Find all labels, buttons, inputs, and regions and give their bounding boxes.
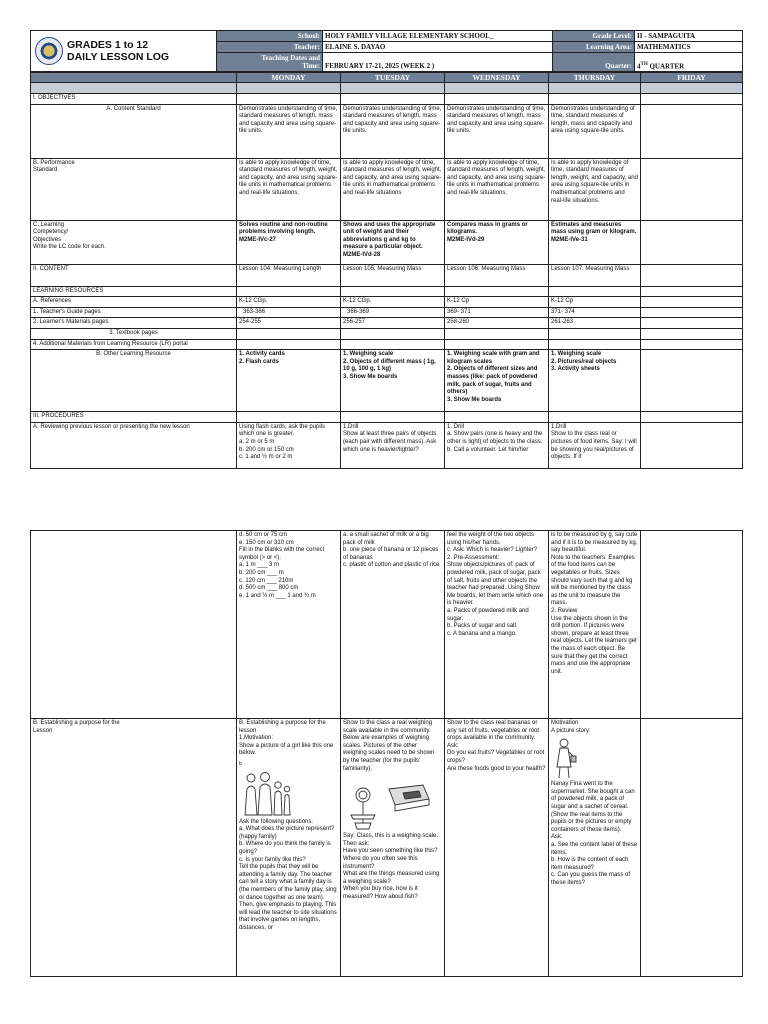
- reviewing-continued-mon: d. 50 cm or 75 cm e. 150 cm or 310 cm Fill in the blanks with the correct symbol (> or <). a. 1 m ___ 3 m b. 200 cm ___ m c. 120 cm ___ 210m d. 500 cm ___ 800 cm e. 1 and ½ m ___ 1 and ¾ m: [237, 531, 341, 719]
- purpose-tue: [341, 719, 445, 977]
- content-standard-label: A. Content Standard: [31, 104, 237, 158]
- lesson-log-page-1: [30, 30, 742, 469]
- performance-standard-tue: Is able to apply knowledge of time, standard measures of length, weight, and capacity, and area using square-tile units in mathematical problems and real-life situations: [341, 158, 445, 220]
- quarter-word: QUARTER: [647, 62, 685, 70]
- performance-standard-mon: Is able to apply knowledge of time, standard measures of length, weight, and capacity, and area using square-tile units in mathematical problems and real-life situations.: [237, 158, 341, 220]
- content-tue: Lesson 105: Measuring Mass: [341, 264, 445, 286]
- procedures-row: [31, 412, 743, 423]
- day-tuesday: TUESDAY: [341, 73, 445, 83]
- references-wed: K-12 Cp: [445, 297, 549, 308]
- competency-row: [31, 220, 743, 264]
- textbook-label: 3. Textbook pages: [31, 328, 237, 339]
- references-mon: K-12 CGp.: [237, 297, 341, 308]
- quarter-value: [635, 53, 743, 72]
- tg-pages-tue: 366-369: [341, 307, 445, 318]
- weighing-scales-icon: [343, 775, 433, 831]
- reviewing-row: [31, 422, 743, 468]
- references-label: A. References: [31, 297, 237, 308]
- purpose-row: [31, 719, 743, 977]
- dates-label-line-2: Time:: [302, 62, 320, 70]
- tg-pages-wed: 369- 371: [445, 307, 549, 318]
- day-header-blank: [31, 73, 237, 83]
- lesson-table-page-2: [30, 530, 743, 977]
- performance-standard-wed: Is able to apply knowledge of time, standard measures of length, weight, and capacity, and area using square-tile units in mathematical problems and real-life situations.: [445, 158, 549, 220]
- performance-standard-fri: [641, 158, 743, 220]
- learning-resources-label: LEARNING RESOURCES: [31, 286, 237, 297]
- reviewing-continued-wed: feel the weight of the two objects using his/her hands. c. Ask: Which is heavier? Lighter? 2. Pre-Assessment: Show objects/pictures of: pack of powdered milk, pack of sugar, pack of salt, fruits and other objects the teacher had prepared. Using Show Me boards, let them write which one is heavier. a. Packs of powdered milk and sugar. b. Packs of sugar and salt. c. A banana and a mango.: [445, 531, 549, 719]
- other-resource-row: [31, 350, 743, 412]
- performance-standard-label: B. Performance Standard: [31, 158, 237, 220]
- lr-portal-label: 4. Additional Materials from Learning Resource (LR) portal: [31, 339, 237, 350]
- competency-label: C. Learning Competency/ Objectives Write the LC code for each.: [31, 220, 237, 264]
- purpose-mon: [237, 719, 341, 977]
- lr-portal-row: [31, 339, 743, 350]
- day-header-row: [31, 73, 743, 83]
- purpose-tue-text: Show to the class a real weighing scale available in the community. Below are examples of weighing scales. Pictures of the other weighing scales need to be shown by the teacher (for the pupils' familiarity).: [343, 720, 435, 772]
- tg-pages-thu: 371- 374: [549, 307, 641, 318]
- teacher-label: Teacher:: [217, 42, 323, 53]
- performance-standard-thu: Is able to apply knowledge of time, standard measures of length, weight, and capacity, and area using square-tile units in mathematical problems and real-life situations.: [549, 158, 641, 220]
- area-value: MATHEMATICS: [635, 42, 743, 53]
- content-row: [31, 264, 743, 286]
- school-value: HOLY FAMILY VILLAGE ELEMENTARY SCHOOL_: [323, 31, 553, 42]
- lm-pages-mon: 254-255: [237, 318, 341, 329]
- competency-thu: Estimates and measures mass using gram or kilogram. M2ME-IVe-31: [549, 220, 641, 264]
- quarter-suffix: TH: [640, 61, 648, 67]
- tg-pages-row: [31, 307, 743, 318]
- day-friday: FRIDAY: [641, 73, 743, 83]
- content-standard-mon: Demonstrates understanding of time, standard measures of length, mass and capacity and area using square-tile units.: [237, 104, 341, 158]
- competency-wed: Compares mass in grams or kilograms. M2ME-IVd-29: [445, 220, 549, 264]
- reviewing-continued-label: [31, 531, 237, 719]
- reviewing-label: A. Reviewing previous lesson or presenting the new lesson: [31, 422, 237, 468]
- lesson-log-page-2: [30, 530, 742, 977]
- lm-pages-row: [31, 318, 743, 329]
- references-tue: K-12 CGp.: [341, 297, 445, 308]
- quarter-label: Quarter:: [553, 53, 635, 72]
- quarter-number: 4: [637, 62, 641, 70]
- competency-tue: Shows and uses the appropriate unit of weight and their abbreviations g and kg to measure a particular object. M2ME-IVd-28: [341, 220, 445, 264]
- dates-label: [217, 53, 323, 72]
- other-resource-thu: 1. Weighing scale 2. Pictures/real objects 3. Activity sheets: [549, 350, 641, 412]
- reviewing-continued-tue: a. a small sachet of milk or a big pack of milk b. one piece of banana or 12 pieces of bananas c. plastic of cotton and plastic of rice: [341, 531, 445, 719]
- title-line-2: DAILY LESSON LOG: [67, 51, 170, 63]
- woman-shopping-icon: [551, 737, 577, 779]
- references-thu: K-12 Cp: [549, 297, 641, 308]
- dates-label-line-1: Teaching Dates and: [261, 54, 320, 62]
- lm-pages-label: 2. Learner's Materials pages: [31, 318, 237, 329]
- purpose-thu-story: Nanay Fina went to the supermarket. She bought a can of powdered milk, a pack of sugar and a sachet of cereal. (Show the real items to the pupils or the pictures or empty containers of these items). Ask: a. See the content label of these items. b. How is the content of each item measured? c. Can you guess the mass of these items?: [551, 781, 638, 886]
- purpose-mon-text: B. Establishing a purpose for the lesson 1.Motivation: Show a picture of a girl like this one below.: [239, 720, 334, 757]
- objectives-row: [31, 94, 743, 105]
- content-wed: Lesson 106: Measuring Mass: [445, 264, 549, 286]
- lm-pages-thu: 261-263: [549, 318, 641, 329]
- other-resource-mon: 1. Activity cards 2. Flash cards: [237, 350, 341, 412]
- reviewing-continued-thu: is to be measured by g, say cute and if it is to be measured by kg, say beautiful. Note to the teachers: Examples of the food items can be vegetables or fruits. Sizes should vary such that g and kg will be mentioned by the class as the unit to measure the mass. 2. Review Use the objects shown in the drill portion. If pictures were shown, prepare at least three real objects. Let the learners get the mass of each object. Be sure that they get the correct mass and use the appropriate unit.: [549, 531, 641, 719]
- purpose-mon-questions: Ask the following questions. a. What does the picture represent? (happy family) b. Where do you think the family is going? c. Is your family like this? Tell the pupils that they will be attending a family day. The teacher can tell a story what a family day is (the members of the family play, sing or dance together as one team). Then, give emphasis to playing. This will lead the teacher to site situations that involve games on lengths, distances, or: [239, 818, 337, 931]
- header-table: [30, 30, 743, 72]
- reviewing-wed: 1. Drill a. Show pairs (one is heavy and the other is light) of objects to the class. b. Call a volunteer. Let him/her: [445, 422, 549, 468]
- references-row: [31, 297, 743, 308]
- content-standard-row: [31, 104, 743, 158]
- content-standard-fri: [641, 104, 743, 158]
- purpose-thu: [549, 719, 641, 977]
- other-resource-label: B. Other Learning Resource: [31, 350, 237, 412]
- competency-mon: Solves routine and non-routine problems involving length. M2ME-IVc-27: [237, 220, 341, 264]
- reviewing-thu: 1.Drill Show to the class real or pictures of food items. Say: I will be showing you real/pictures of objects. If it: [549, 422, 641, 468]
- content-standard-tue: Demonstrates understanding of time, standard measures of length, mass and capacity and area using square-tile units.: [341, 104, 445, 158]
- content-fri: [641, 264, 743, 286]
- other-resource-wed: 1. Weighing scale with gram and kilogram scales 2. Objects of different sizes and masses (like: pack of powdered milk, pack of sugar, fruits and others) 3. Show Me boards: [445, 350, 549, 412]
- procedures-label: III. PROCEDURES: [31, 412, 237, 423]
- header-title-cell: [31, 31, 217, 72]
- purpose-label: B. Establishing a purpose for the Lesson: [31, 719, 237, 977]
- teacher-value: ELAINE S. DAYAO: [323, 42, 553, 53]
- textbook-row: [31, 328, 743, 339]
- purpose-wed: Show to the class real bananas or any set of fruits, vegetables or root crops available in the community. Ask: Do you eat fruits? Vegetables or root crops? Are these foods good to your health?: [445, 719, 549, 977]
- area-label: Learning Area:: [553, 42, 635, 53]
- band-row: [31, 83, 743, 94]
- lesson-table-page-1: [30, 72, 743, 469]
- competency-fri: [641, 220, 743, 264]
- content-standard-wed: Demonstrates understanding of time, standard measures of length, mass and capacity and area using square-tile units.: [445, 104, 549, 158]
- reviewing-mon: Using flash cards, ask the pupils which one is greater. a. 2 m or 5 m b. 200 cm or 150 cm c. 1 and ½ m or 2 m: [237, 422, 341, 468]
- grade-value: II - SAMPAGUITA: [635, 31, 743, 42]
- performance-standard-row: [31, 158, 743, 220]
- content-mon: Lesson 104: Measuring Length: [237, 264, 341, 286]
- day-monday: MONDAY: [237, 73, 341, 83]
- purpose-tue-questions: Say: Class, this is a weighing scale. Then ask: Have you seen something like this? Where do you often see this instrument? What are the things measured using a weighing scale? When you buy rice, how is it measured? How about fish?: [343, 833, 440, 900]
- school-label: School:: [217, 31, 323, 42]
- content-label: II. CONTENT: [31, 264, 237, 286]
- other-resource-tue: 1. Weighing scale 2. Objects of different mass ( 1g, 10 g, 100 g, 1 kg) 3. Show Me boards: [341, 350, 445, 412]
- lm-pages-wed: 258-260: [445, 318, 549, 329]
- deped-seal-icon: [35, 37, 63, 65]
- content-standard-thu: Demonstrates understanding of time, standard measures of length, mass and capacity and area using square-tile units.: [549, 104, 641, 158]
- learning-resources-row: [31, 286, 743, 297]
- grade-label: Grade Level:: [553, 31, 635, 42]
- reviewing-continued-row: [31, 531, 743, 719]
- purpose-mon-mark: b: [239, 760, 242, 767]
- lm-pages-tue: 256-257: [341, 318, 445, 329]
- content-thu: Lesson 107: Measuring Mass: [549, 264, 641, 286]
- dates-value: FEBRUARY 17-21, 2025 (WEEK 2 ): [323, 53, 553, 72]
- purpose-thu-text: Motivation A picture story:: [551, 720, 591, 734]
- tg-pages-label: 1. Teacher's Guide pages: [31, 307, 237, 318]
- family-picture-icon: [239, 771, 295, 817]
- day-wednesday: WEDNESDAY: [445, 73, 549, 83]
- tg-pages-mon: 363-366: [237, 307, 341, 318]
- title-line-1: GRADES 1 to 12: [67, 39, 149, 51]
- day-thursday: THURSDAY: [549, 73, 641, 83]
- reviewing-tue: 1.Drill Show at least three pairs of objects (each pair with different mass). Ask which one is heavier/lighter?: [341, 422, 445, 468]
- objectives-label: I. OBJECTIVES: [31, 94, 237, 105]
